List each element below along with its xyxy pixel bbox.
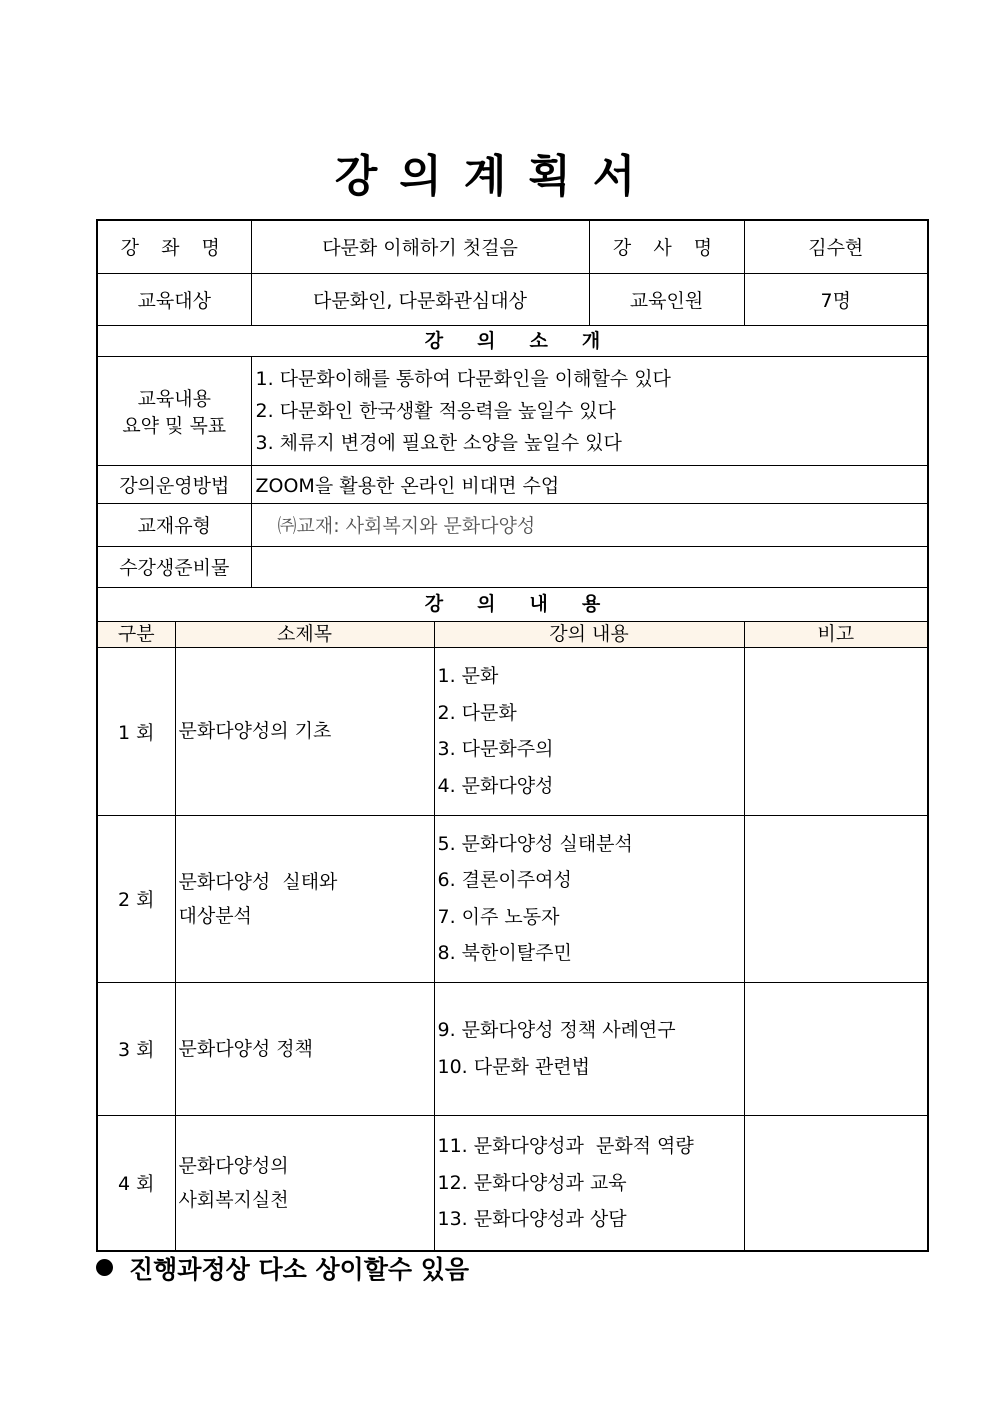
session-number: 4 회 [97, 1115, 175, 1251]
session-item: 10. 다문화 관련법 [437, 1055, 590, 1078]
method-row [97, 465, 928, 503]
session-subtitle-line-1: 문화다양성의 기초 [178, 720, 332, 742]
goal-item: 1. 다문화이해를 통하여 다문화인을 이해할수 있다 [255, 367, 671, 390]
col-header-content: 강의 내용 [434, 621, 744, 647]
session-items [434, 815, 744, 982]
session-number: 2 회 [97, 815, 175, 982]
headcount-label: 교육인원 [589, 273, 744, 325]
session-item: 5. 문화다양성 실태분석 [437, 832, 633, 855]
course-name-label: 강 좌 명 [97, 220, 251, 273]
instructor-label: 강 사 명 [589, 220, 744, 273]
session-row-2 [97, 815, 928, 982]
session-subtitle [175, 647, 434, 815]
prep-value [251, 546, 928, 587]
session-subtitle-line-1: 문화다양성 정책 [178, 1037, 314, 1060]
goal-item: 2. 다문화인 한국생활 적응력을 높일수 있다 [255, 399, 616, 422]
session-subtitle-line-1: 문화다양성의 [178, 1154, 289, 1177]
col-header-note: 비고 [744, 621, 928, 647]
target-value: 다문화인, 다문화관심대상 [251, 273, 589, 325]
intro-heading-row [97, 325, 928, 356]
method-value: ZOOM을 활용한 온라인 비대면 수업 [251, 465, 928, 503]
session-item: 13. 문화다양성과 상담 [437, 1208, 627, 1230]
session-row-4 [97, 1115, 928, 1251]
session-item: 7. 이주 노동자 [437, 905, 560, 928]
session-item: 11. 문화다양성과 문화적 역량 [437, 1135, 694, 1157]
session-item: 9. 문화다양성 정책 사례연구 [437, 1019, 676, 1041]
session-item: 12. 문화다양성과 교육 [437, 1171, 627, 1194]
session-subtitle-line-2: 대상분석 [178, 904, 252, 927]
textbook-value: ㈜교재: 사회복지와 문화다양성 [251, 503, 928, 546]
textbook-label: 교재유형 [97, 503, 251, 546]
bullet-icon [96, 1259, 113, 1276]
content-column-header [97, 621, 928, 647]
session-item: 4. 문화다양성 [437, 774, 554, 797]
session-row-3 [97, 982, 928, 1115]
session-item: 6. 결론이주여성 [437, 869, 572, 891]
session-note [744, 647, 928, 815]
instructor-name: 김수현 [744, 220, 928, 273]
course-name: 다문화 이해하기 첫걸음 [251, 220, 589, 273]
prep-label: 수강생준비물 [97, 546, 251, 587]
session-items [434, 1115, 744, 1251]
session-number: 3 회 [97, 982, 175, 1115]
session-subtitle [175, 982, 434, 1115]
session-items [434, 647, 744, 815]
session-item: 2. 다문화 [437, 701, 517, 724]
session-subtitle-line-2: 사회복지실천 [178, 1188, 289, 1211]
session-note [744, 815, 928, 982]
course-row [97, 220, 928, 273]
session-note [744, 982, 928, 1115]
prep-row [97, 546, 928, 587]
content-heading: 강의내용 [97, 587, 928, 621]
session-item: 1. 문화 [437, 665, 499, 687]
textbook-row [97, 503, 928, 546]
goals-label-line-1: 교육내용 [137, 387, 211, 410]
footnote [96, 1250, 469, 1286]
goals-label-line-2: 요약 및 목표 [122, 414, 227, 437]
session-number: 1 회 [97, 647, 175, 815]
lecture-plan-table [96, 219, 929, 1252]
session-row-1 [97, 647, 928, 815]
session-note [744, 1115, 928, 1251]
goals-list [251, 356, 928, 465]
session-subtitle [175, 815, 434, 982]
col-header-session: 구분 [97, 621, 175, 647]
session-items [434, 982, 744, 1115]
session-item: 8. 북한이탈주민 [437, 942, 572, 964]
footnote-text: 진행과정상 다소 상이할수 있음 [129, 1255, 470, 1284]
session-item: 3. 다문화주의 [437, 738, 554, 760]
page-title: 강의계획서 [334, 151, 658, 202]
headcount-value: 7명 [744, 273, 928, 325]
content-heading-row [97, 587, 928, 621]
method-label: 강의운영방법 [97, 465, 251, 503]
session-subtitle-line-1: 문화다양성 실태와 [178, 870, 338, 893]
target-row [97, 273, 928, 325]
goal-item: 3. 체류지 변경에 필요한 소양을 높일수 있다 [255, 431, 622, 454]
target-label: 교육대상 [97, 273, 251, 325]
goals-row [97, 356, 928, 465]
col-header-subtitle: 소제목 [175, 621, 434, 647]
goals-label [97, 356, 251, 465]
session-subtitle [175, 1115, 434, 1251]
intro-heading: 강의소개 [97, 325, 928, 356]
